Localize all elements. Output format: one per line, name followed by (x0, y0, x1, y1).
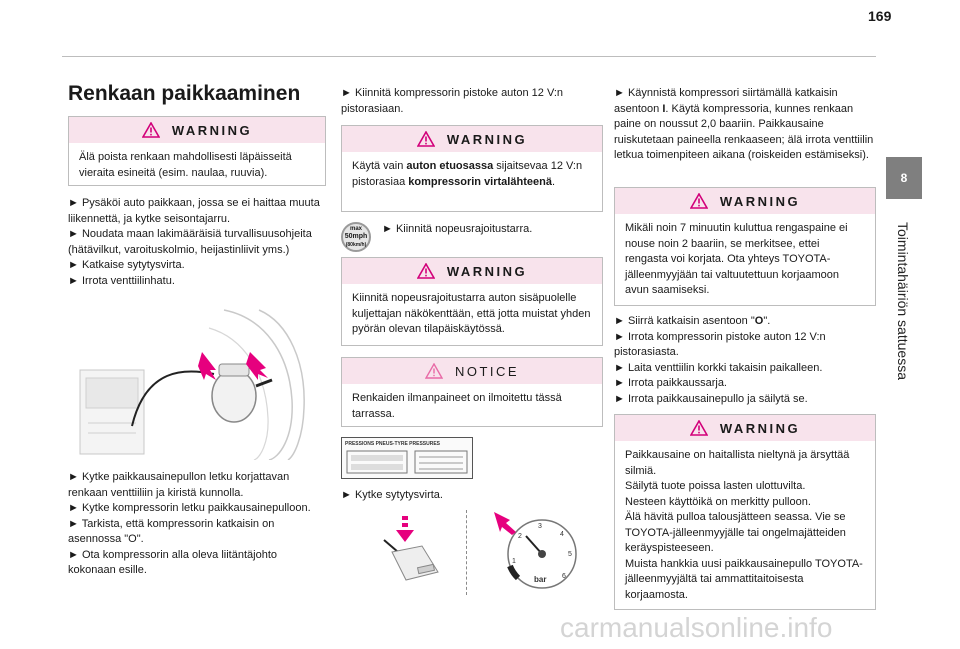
warning-triangle-icon (417, 131, 435, 147)
ignition-illustration (370, 510, 460, 590)
illustration-divider (466, 510, 467, 595)
warning-triangle-icon (690, 420, 708, 436)
chapter-title: Toimintahäiriön sattuessa (895, 222, 911, 380)
warning-label: WARNING (446, 131, 528, 147)
notice-text: Renkaiden ilmanpaineet on ilmoitettu tässä tarrassa. (352, 392, 562, 420)
warning-box-5 (614, 414, 876, 610)
page-number: 169 (868, 8, 892, 24)
gauge-tick: 5 (568, 551, 572, 558)
warning-triangle-icon (142, 122, 160, 138)
step-item: ► Laita venttiilin korkki takaisin paikalleen. (614, 361, 823, 374)
warning-triangle-icon (690, 193, 708, 209)
gauge-unit: bar (534, 575, 547, 584)
steps-group-1 (68, 196, 326, 289)
step-item: ► Katkaise sytytysvirta. (68, 259, 185, 271)
step-item: ► Noudata maan lakimääräisiä turvallisuusohjeita (hätävilkut, varoituskolmio, heijastinliivit yms.) (68, 228, 312, 256)
notice-box (341, 357, 603, 427)
step-item: ► Irrota paikkaussarja. (614, 377, 727, 389)
speed-limit-icon: max 50mph (80km/h) (341, 222, 371, 252)
step-item: ► Pysäköi auto paikkaan, jossa se ei haittaa muuta liikennettä, ja kytke seisontajarru. (68, 197, 320, 225)
warning-text-1: Älä poista renkaan mahdollisesti läpäisseitä vieraita esineitä (esim. naulaa, ruuvia). (79, 151, 292, 179)
warning-box-4 (614, 187, 876, 306)
step-item: ► Irrota venttiilinhatu. (68, 274, 175, 287)
watermark: carmanualsonline.info (560, 612, 833, 643)
gauge-tick: 3 (538, 523, 542, 530)
pressure-gauge-illustration (488, 510, 584, 594)
warning-label: WARNING (171, 122, 253, 138)
gauge-tick: 1 (512, 558, 516, 565)
gauge-tick: 4 (560, 531, 564, 538)
warning-label: WARNING (719, 420, 801, 436)
step-item: ► Ota kompressorin alla oleva liitäntäjohto kokonaan esille. (68, 548, 277, 576)
warning-triangle-icon (417, 263, 435, 279)
step-item: ► Tarkista, että kompressorin katkaisin on asennossa "O". (68, 517, 275, 545)
warning-text-4: Mikäli noin 7 minuutin kuluttua rengaspaine ei nouse noin 2 baariin, se merkitsee, ettei rengasta voi korjata. Ota yhteys TOYOTA-jälleenmyyjään tai valtuutettuun korjaamoon avun saamiseksi. (625, 222, 848, 296)
chapter-tab[interactable]: 8 (886, 157, 922, 199)
gauge-tick: 2 (518, 533, 522, 540)
step-item: ► Siirrä katkaisin asentoon "O". (614, 315, 771, 327)
label-header: PRESSIONS PNEUS-TYRE PRESSURES (345, 441, 441, 447)
warning-text-3: Kiinnitä nopeusrajoitustarra auton sisäpuolelle kuljettajan näkökenttään, että jotta muistat yhden pyörän olevan tilapäiskäytössä. (352, 292, 591, 335)
step-item: ► Irrota paikkausainepullo ja säilytä se. (614, 392, 808, 405)
warning-box-3 (341, 257, 603, 346)
step-ignition: ► Kytke sytytysvirta. (341, 489, 443, 501)
step-speed: ► Kiinnitä nopeusrajoitustarra. (382, 223, 533, 235)
step-item: ► Irrota kompressorin pistoke auton 12 V:n pistorasiasta. (614, 330, 826, 358)
section-heading: Renkaan paikkaaminen (68, 82, 301, 105)
step-plug: ► Kiinnitä kompressorin pistoke auton 12 V:n pistorasiaan. (341, 87, 564, 115)
compressor-illustration (74, 308, 322, 460)
steps-group-2 (68, 470, 326, 579)
warning-label: WARNING (446, 263, 528, 279)
warning-box-1 (68, 116, 326, 186)
step-start-compressor: ► Käynnistä kompressori siirtämällä katkaisin asentoon I. Käytä kompressoria, kunnes renkaan paine on noussut 2,0 baariin. Paikkausaine ruiskutetaan paineella renkaaseen; älä irrota venttiilin letkua toimenpiteen aikana (roiskeiden estämiseksi). (614, 87, 874, 161)
step-item: ► Kytke kompressorin letku paikkausainepulloon. (68, 502, 311, 514)
gauge-tick: 6 (562, 573, 566, 580)
steps-group-end (614, 314, 876, 407)
notice-triangle-icon (425, 363, 443, 379)
warning-text-5: Paikkausaine on haitallista nieltynä ja ärsyttää silmiä. Säilytä tuote poissa lasten ulottuvilta. Nesteen käyttöikä on merkitty pulloon. Älä hävitä pulloa talousjätteen seassa. Vie se TOYOTA-jälleenmyyjälle tai ongelmajätteiden keräyspisteeseen. Muista hankkia uusi paikkausainepullo TOYOTA-jälleenmyyjältä tai ammattitaitoisesta korjaamosta. (625, 449, 863, 601)
warning-box-2 (341, 125, 603, 212)
notice-label: NOTICE (454, 363, 520, 379)
warning-text-2: Käytä vain auton etuosassa sijaitsevaa 12 V:n pistorasiaa kompressorin virtalähteenä. (352, 160, 583, 188)
step-item: ► Kytke paikkausainepullon letku korjattavan renkaan venttiiliin ja kiristä kunnolla. (68, 471, 290, 499)
top-divider (62, 56, 876, 57)
tyre-pressure-label-illustration (341, 437, 473, 479)
warning-label: WARNING (719, 193, 801, 209)
